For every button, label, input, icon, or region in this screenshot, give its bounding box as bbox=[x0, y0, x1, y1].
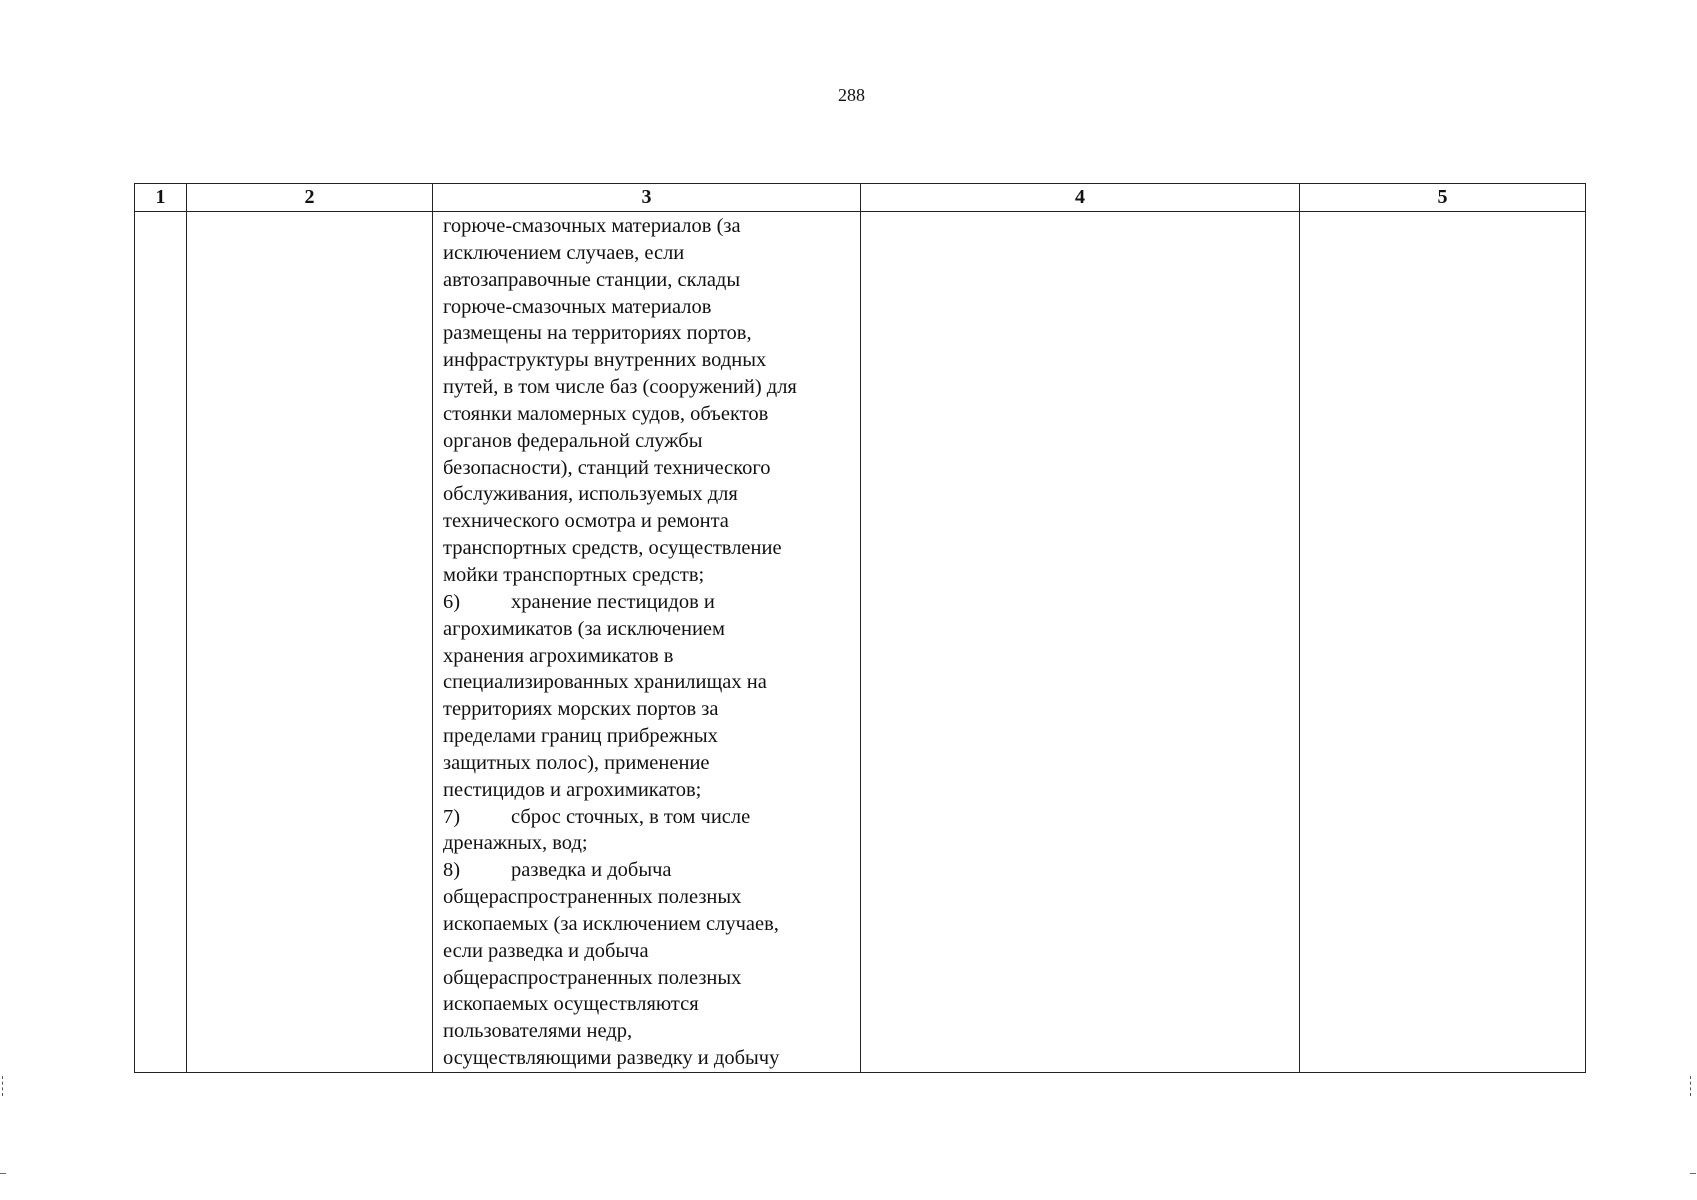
text-line: инфраструктуры внутренних водных bbox=[443, 349, 767, 372]
text-line: стоянки маломерных судов, объектов bbox=[443, 402, 769, 425]
scan-edge-dash-left bbox=[0, 1173, 6, 1174]
list-item-number: 6) bbox=[443, 590, 461, 613]
scan-edge-mark-left bbox=[2, 1076, 8, 1096]
text-line: защитных полос), применение bbox=[443, 751, 710, 774]
text-line: ископаемых осуществляются bbox=[443, 993, 699, 1016]
text-line: размещены на территориях портов, bbox=[443, 322, 752, 345]
list-item-number: 7) bbox=[443, 805, 461, 828]
text-line: хранения агрохимикатов в bbox=[443, 644, 674, 667]
text-line: пределами границ прибрежных bbox=[443, 725, 718, 748]
scan-edge-mark-right bbox=[1690, 1076, 1696, 1096]
cell-col-2 bbox=[187, 212, 433, 1073]
text-line: автозаправочные станции, склады bbox=[443, 268, 741, 291]
cell-col-3 bbox=[433, 212, 861, 1073]
column-header-3: 3 bbox=[433, 184, 861, 212]
text-line: горюче-смазочных материалов (за bbox=[443, 215, 741, 237]
list-item-6 bbox=[443, 589, 850, 616]
text-line: агрохимикатов (за исключением bbox=[443, 617, 725, 640]
text-line: общераспространенных полезных bbox=[443, 966, 742, 989]
list-item-text: сброс сточных, в том числе bbox=[511, 805, 751, 828]
text-line: горюче-смазочных материалов bbox=[443, 295, 712, 318]
column-header-1: 1 bbox=[135, 184, 187, 212]
text-line: осуществляющими разведку и добычу bbox=[443, 1047, 780, 1070]
column-header-4: 4 bbox=[861, 184, 1300, 212]
cell-col-3-text bbox=[433, 212, 860, 1072]
text-line: территориях морских портов за bbox=[443, 698, 719, 721]
text-line: пестицидов и агрохимикатов; bbox=[443, 778, 702, 801]
column-header-5: 5 bbox=[1300, 184, 1586, 212]
text-line: обслуживания, используемых для bbox=[443, 483, 738, 506]
scan-edge-dash-right bbox=[1690, 1173, 1696, 1174]
text-line: путей, в том числе баз (сооружений) для bbox=[443, 376, 797, 399]
page-number: 288 bbox=[838, 85, 865, 105]
table-row bbox=[135, 212, 1586, 1073]
cell-col-4 bbox=[861, 212, 1300, 1073]
column-header-2: 2 bbox=[187, 184, 433, 212]
text-line: ископаемых (за исключением случаев, bbox=[443, 912, 779, 935]
text-line: транспортных средств, осуществление bbox=[443, 537, 782, 560]
text-line: дренажных, вод; bbox=[443, 832, 588, 855]
text-line: исключением случаев, если bbox=[443, 241, 685, 264]
list-item-8 bbox=[443, 857, 850, 884]
list-item-text: хранение пестицидов и bbox=[511, 590, 715, 613]
text-line: пользователями недр, bbox=[443, 1020, 633, 1043]
text-line: общераспространенных полезных bbox=[443, 886, 742, 909]
text-line: безопасности), станций технического bbox=[443, 456, 771, 479]
table-header-row bbox=[135, 184, 1586, 212]
cell-col-1 bbox=[135, 212, 187, 1073]
list-item-text: разведка и добыча bbox=[511, 859, 672, 882]
text-line: специализированных хранилищах на bbox=[443, 671, 767, 694]
cell-col-5 bbox=[1300, 212, 1586, 1073]
text-line: если разведка и добыча bbox=[443, 939, 649, 962]
list-item-number: 8) bbox=[443, 859, 461, 882]
list-item-7 bbox=[443, 804, 850, 831]
text-line: органов федеральной службы bbox=[443, 429, 703, 452]
document-table bbox=[134, 183, 1586, 1073]
text-line: мойки транспортных средств; bbox=[443, 563, 705, 586]
text-line: технического осмотра и ремонта bbox=[443, 510, 729, 533]
